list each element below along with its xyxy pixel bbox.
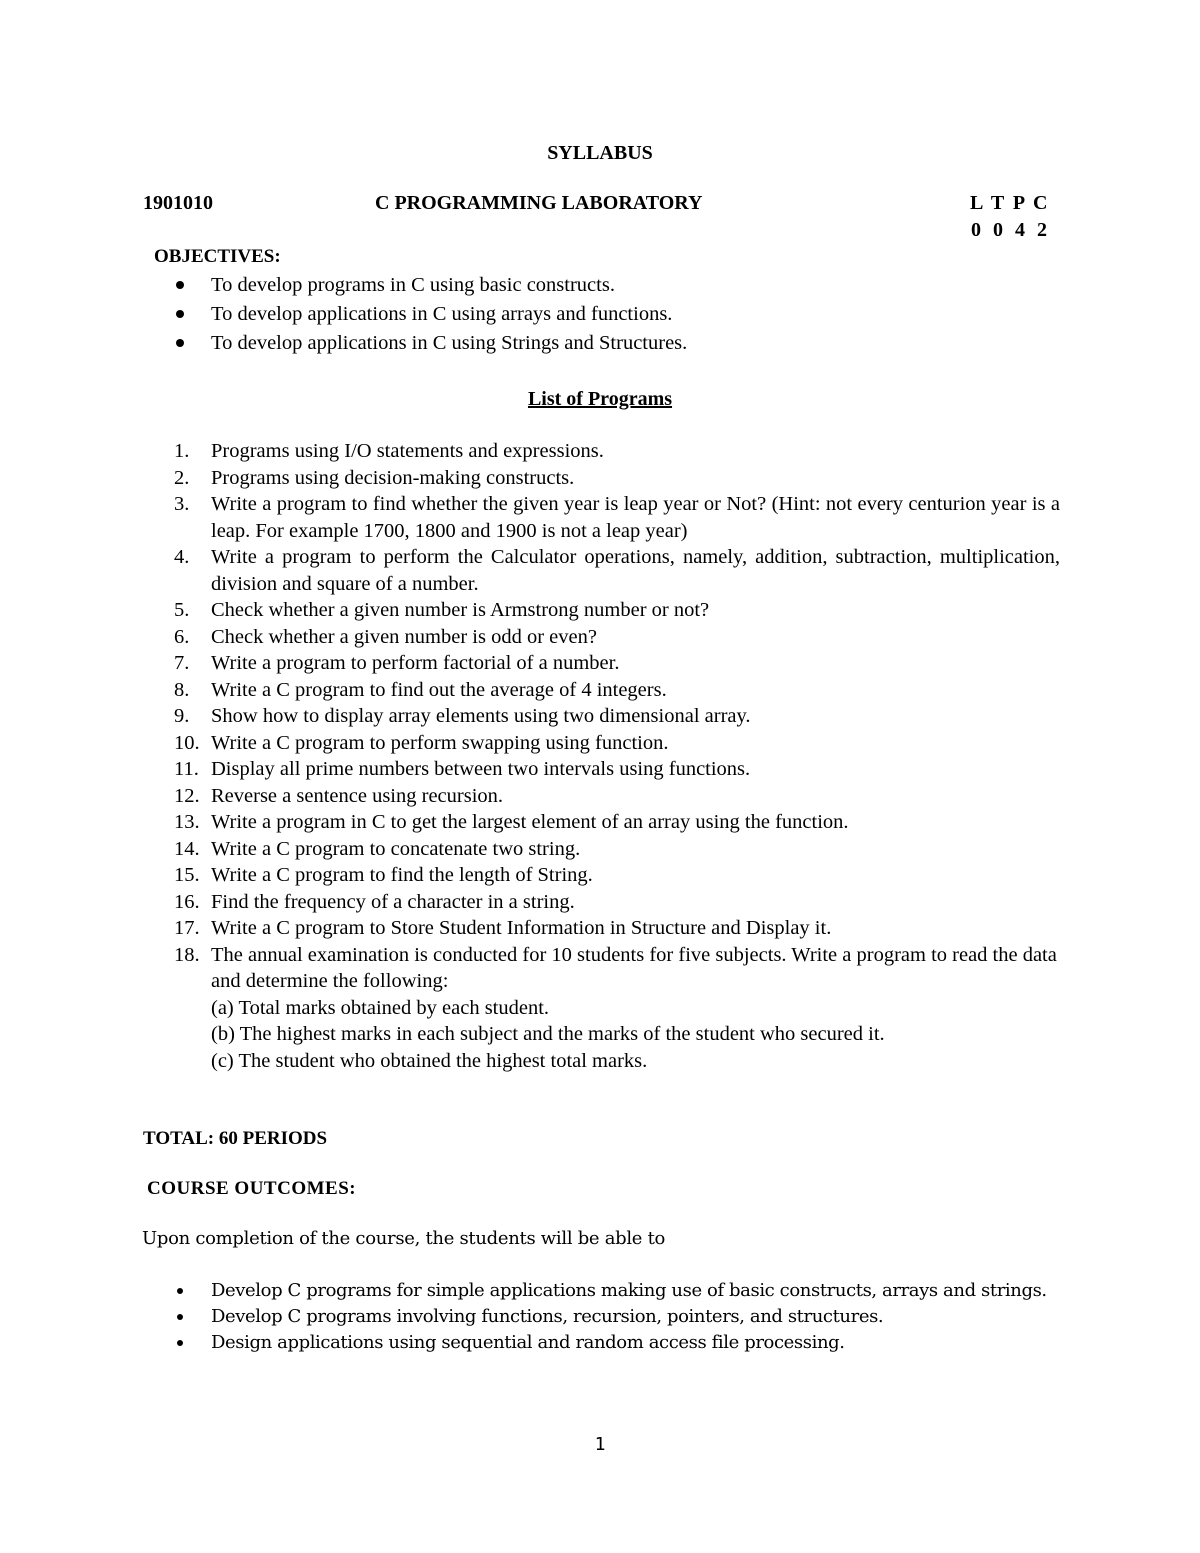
outcomes-intro: Upon completion of the course, the students will be able to bbox=[142, 1228, 666, 1249]
course-code: 1901010 bbox=[143, 192, 213, 214]
program-item: 3. Write a program to find whether the given year is leap year or Not? (Hint: not every centurion year is a leap. For example 1700, 1800 and 1900 is not a leap year) bbox=[174, 493, 1060, 542]
program-item: 18. The annual examination is conducted for 10 students for five subjects. Write a program to read the data and determine the following: (a) Total marks obtained by each student. (b) The highest marks in each subject and the marks of the student who secured it. (c) The student who obtained the highest total marks. bbox=[174, 942, 1060, 1075]
page-title: SYLLABUS bbox=[547, 142, 653, 164]
programs-list bbox=[174, 438, 1060, 1074]
objective-item: To develop programs in C using basic constructs. bbox=[174, 273, 687, 302]
program-item: 13. Write a program in C to get the largest element of an array using the function. bbox=[174, 811, 849, 833]
objectives-list bbox=[174, 273, 687, 360]
outcomes-heading: COURSE OUTCOMES: bbox=[147, 1178, 357, 1199]
program-item: 17. Write a C program to Store Student Information in Structure and Display it. bbox=[174, 917, 832, 939]
programs-heading: List of Programs bbox=[527, 388, 673, 410]
program-subitem: (c) The student who obtained the highest total marks. bbox=[211, 1049, 648, 1072]
program-item: 1. Programs using I/O statements and expressions. bbox=[174, 440, 604, 462]
course-name: C PROGRAMMING LABORATORY bbox=[375, 192, 703, 214]
bullet-icon bbox=[177, 1314, 183, 1320]
bullet-icon bbox=[176, 310, 184, 318]
program-item: 9. Show how to display array elements using two dimensional array. bbox=[174, 705, 751, 727]
program-item: 12. Reverse a sentence using recursion. bbox=[174, 784, 504, 807]
program-item: 10. Write a C program to perform swapping using function. bbox=[174, 731, 669, 754]
program-item: 6. Check whether a given number is odd or even? bbox=[174, 625, 597, 648]
bullet-icon bbox=[176, 281, 184, 289]
bullet-icon bbox=[176, 339, 184, 347]
total-periods: TOTAL: 60 PERIODS bbox=[143, 1128, 328, 1149]
program-item: 8. Write a C program to find out the average of 4 integers. bbox=[174, 678, 667, 701]
program-item: 2. Programs using decision-making constructs. bbox=[174, 466, 575, 489]
program-item: 16. Find the frequency of a character in a string. bbox=[174, 890, 575, 913]
bullet-icon bbox=[177, 1288, 183, 1294]
outcome-item: Develop C programs for simple applications making use of basic constructs, arrays and strings. bbox=[174, 1279, 1047, 1305]
program-item: 15. Write a C program to find the length of String. bbox=[174, 864, 593, 886]
objectives-heading: OBJECTIVES: bbox=[154, 246, 281, 267]
program-subitem: (b) The highest marks in each subject and the marks of the student who secured it. bbox=[211, 1023, 885, 1045]
outcome-item: Develop C programs involving functions, recursion, pointers, and structures. bbox=[174, 1305, 1047, 1331]
bullet-icon bbox=[177, 1340, 183, 1346]
program-item: 11. Display all prime numbers between two intervals using functions. bbox=[174, 758, 751, 780]
outcomes-list bbox=[174, 1279, 1047, 1357]
ltpc-header: L T P C bbox=[970, 192, 1050, 214]
objective-item: To develop applications in C using arrays and functions. bbox=[174, 302, 687, 331]
program-item: 7. Write a program to perform factorial of a number. bbox=[174, 652, 620, 674]
program-item: 4. Write a program to perform the Calculator operations, namely, addition, subtraction, multiplication, division and square of a number. bbox=[174, 546, 1060, 595]
page-number: 1 bbox=[594, 1434, 606, 1455]
ltpc-values: 0 0 4 2 bbox=[971, 219, 1051, 241]
program-subitem: (a) Total marks obtained by each student. bbox=[211, 996, 550, 1019]
program-item: 14. Write a C program to concatenate two string. bbox=[174, 837, 581, 860]
program-item: 5. Check whether a given number is Armstrong number or not? bbox=[174, 599, 710, 621]
objective-item: To develop applications in C using Strings and Structures. bbox=[174, 331, 687, 360]
outcome-item: Design applications using sequential and random access file processing. bbox=[174, 1331, 1047, 1357]
